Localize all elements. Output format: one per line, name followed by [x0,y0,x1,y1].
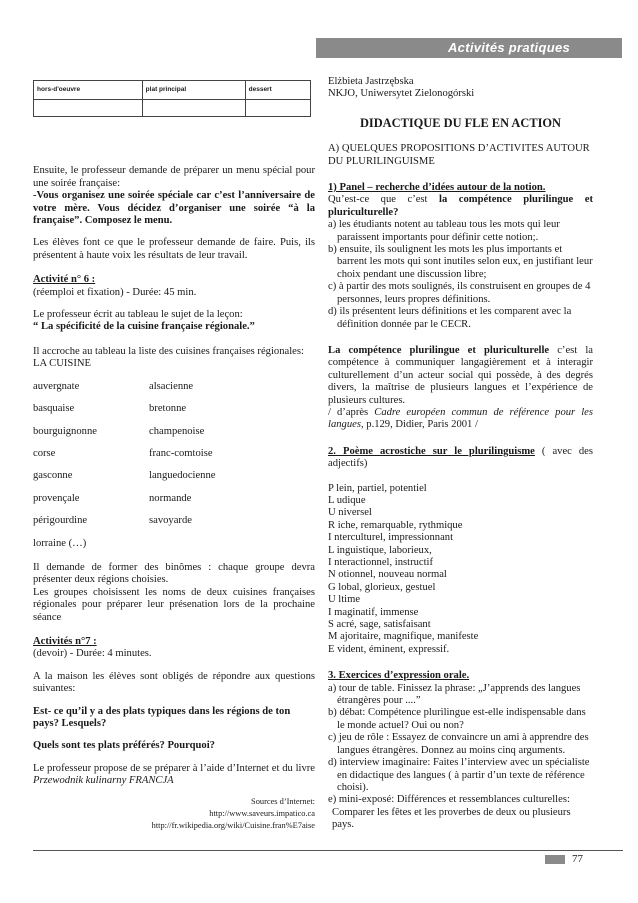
activity-7-desc: (devoir) - Durée: 4 minutes. [33,648,152,660]
sources-label: Sources d’Internet: [251,796,315,806]
poem-line: I maginatif, immense [328,606,419,618]
poem-line: P lein, partiel, potentiel [328,482,427,494]
paragraph-text: Le professeur propose de se préparer à l’aide d’Internet et du livre [33,762,315,774]
poem-line: E vident, éminent, expressif. [328,643,450,655]
section-3-title: 3. Exercices d’expression orale. [328,670,470,682]
section-1-title: 1) Panel – recherche d’idées autour de la notion. [328,182,546,194]
list-item [33,493,315,505]
section-2-subtitle: ( avec des adjectifs) [328,445,594,470]
question-text: Qu’est-ce que c’est [328,194,439,206]
citation [328,407,593,432]
citation-suffix: , p.129, Didier, Paris 2001 / [360,419,478,431]
sources [33,796,315,832]
list-item [33,426,315,438]
list-item [33,403,315,415]
poem-line: U niversel [328,507,372,519]
definition-term: La compétence plurilingue et pluriculturelle [328,344,550,356]
paragraph: Les élèves font ce que le professeur demande de faire. Puis, ils présentent à haute voix les résultats de leur travail. [33,237,315,261]
list-item: c) à partir des mots soulignés, ils construisent en groupes de 4 personnes, leurs propres définitions. [328,281,591,305]
page-number-marker [545,855,565,864]
section-1-list [328,219,593,331]
right-column [328,76,593,832]
citation-prefix: / d’après [328,406,375,418]
menu-cell [34,100,143,117]
list-item: a) tour de table. Finissez la phrase: „J’apprends des langues étrangères pour ....” [328,682,581,707]
paragraph: Les groupes choisissent les noms de deux cuisines françaises régionales pour préparer leur présenation lors de la prochaine séance [33,586,315,623]
section-2-heading [328,446,593,471]
poem-line: L udique [328,494,366,506]
cuisine-name: languedocienne [149,470,216,482]
source-link[interactable]: http://fr.wikipedia.org/wiki/Cuisine.fran%E7aise [151,820,315,830]
cuisine-name: périgourdine [33,515,88,527]
list-item: a) les étudiants notent au tableau tous les mots qui leur paraissent importants pour définir cette notion;. [328,219,560,243]
definition-paragraph [328,345,593,407]
poem-line: I nterculturel, impressionnant [328,532,454,544]
menu-table [33,80,311,117]
section-3-list [328,683,593,832]
section-title: Activités pratiques [447,40,570,55]
poem-line: I nteractionnel, instructif [328,557,434,568]
poem-line: U ltime [328,594,361,606]
list-item: d) ils présentent leurs définitions et les comparent avec la définition donnée par le CECR. [328,306,572,330]
cuisine-name: bourguignonne [33,425,97,437]
list-item [33,448,315,460]
paragraph: Il demande de former des binômes : chaque groupe devra présenter deux régions choisies. [33,561,315,586]
page-number: 77 [572,853,583,865]
author-name: Elżbieta Jastrzębska [328,76,414,87]
list-item-continuation: Comparer les fêtes et les proverbes de deux ou plusieurs pays. [332,806,571,831]
cuisine-more: lorraine (…) [33,537,87,549]
list-item [33,381,315,393]
menu-header-main: plat principal [142,81,245,100]
poem-line: L inguistique, laborieux, [328,544,432,556]
question: Est- ce qu’il y a des plats typiques dans les régions de ton pays? Lesquels? [33,705,291,729]
cuisine-name: alsacienne [149,380,194,392]
assignment-text: -Vous organisez une soirée spéciale car c’est l’anniversaire de votre mère. Vous décidez d’organiser une soirée “à la française”. Composez le menu. [33,190,315,227]
section-a-heading: A) QUELQUES PROPOSITIONS D’ACTIVITES AUTOUR DU PLURILINGUISME [328,143,590,167]
activity-6-title: Activité n° 6 : [33,274,96,286]
book-title: Przewodnik kulinarny FRANCJA [33,775,174,787]
list-item [33,470,315,482]
menu-header-starter: hors-d'oeuvre [34,81,143,100]
list-item: e) mini-exposé: Différences et ressemblances culturelles: [328,794,570,806]
question-bold: la compétence plurilingue et pluriculturelle? [328,194,593,218]
cuisine-name: franc-comtoise [149,447,213,459]
poem-line: N otionnel, nouveau normal [328,569,447,581]
list-item: b) débat: Compétence plurilingue est-elle indispensable dans le monde actuel? Oui ou non? [328,707,586,731]
source-link[interactable]: http://www.saveurs.impatico.ca [209,808,315,818]
menu-cell [245,100,310,117]
paragraph: A la maison les élèves sont obligés de répondre aux questions suivantes: [33,670,315,695]
cuisine-name: basquaise [33,403,75,415]
activity-7-title: Activités n°7 : [33,635,97,647]
poem-line: G lobal, glorieux, gestuel [328,581,436,593]
menu-header-dessert: dessert [245,81,310,100]
list-item: d) interview imaginaire: Faites l’interview avec un spécialiste en didactique des langues ( à partir d’un texte de référence choisi). [328,757,590,793]
activity-6-desc: (réemploi et fixation) - Durée: 45 min. [33,286,197,298]
poem-line: R iche, remarquable, rythmique [328,519,463,531]
paragraph: Ensuite, le professeur demande de préparer un menu spécial pour une soirée française: [33,165,315,189]
citation-title: Cadre européen commun de référence pour les langues [328,406,594,431]
cuisine-name: corse [33,447,56,459]
footer-divider [33,850,623,851]
section-header-bar [316,38,622,58]
section-1-question [328,194,593,219]
list-item: c) jeu de rôle : Essayez de convaincre un ami à apprendre des langues étrangères. Donnez au moins cinq arguments. [328,732,589,756]
paragraph: Le professeur écrit au tableau le sujet de la leçon: [33,309,243,321]
article-title: DIDACTIQUE DU FLE EN ACTION [359,115,562,130]
poem-line: S acré, sage, satisfaisant [328,619,431,631]
poem-line: M ajoritaire, magnifique, manifeste [328,631,479,643]
paragraph: Il accroche au tableau la liste des cuisines françaises régionales: [33,345,304,357]
left-column [33,80,315,832]
section-2-title: 2. Poème acrostiche sur le plurilinguisme [328,445,535,457]
cuisine-name: normande [149,492,192,504]
paragraph [33,763,315,788]
cuisine-name: provençale [33,492,80,504]
cuisine-heading: LA CUISINE [33,358,91,370]
question: Quels sont tes plats préférés? Pourquoi? [33,740,215,752]
cuisine-name: savoyarde [149,515,192,527]
cuisine-name: gasconne [33,470,73,482]
list-item [33,515,315,527]
lesson-subject: “ La spécificité de la cuisine française régionale.” [33,321,255,333]
cuisine-name: bretonne [149,403,187,415]
author-affiliation: NKJO, Uniwersytet Zielonogórski [328,88,475,100]
cuisine-name: champenoise [149,425,205,437]
definition-text: c’est la compétence à communiquer langagièrement et à interagir culturellement d’un acteur social qui possède, à des degrés divers, la maîtrise de plusieurs langues et l’expérience de plusieurs cultures. [328,344,593,406]
acrostic-poem [328,483,593,657]
cuisine-name: auvergnate [33,380,80,392]
list-item: b) ensuite, ils soulignent les mots les plus importants et barrent les mots qui sont inutiles selon eux, en justifiant leur choix pendant une discussion libre; [328,244,593,280]
menu-cell [142,100,245,117]
cuisine-list [33,381,315,528]
